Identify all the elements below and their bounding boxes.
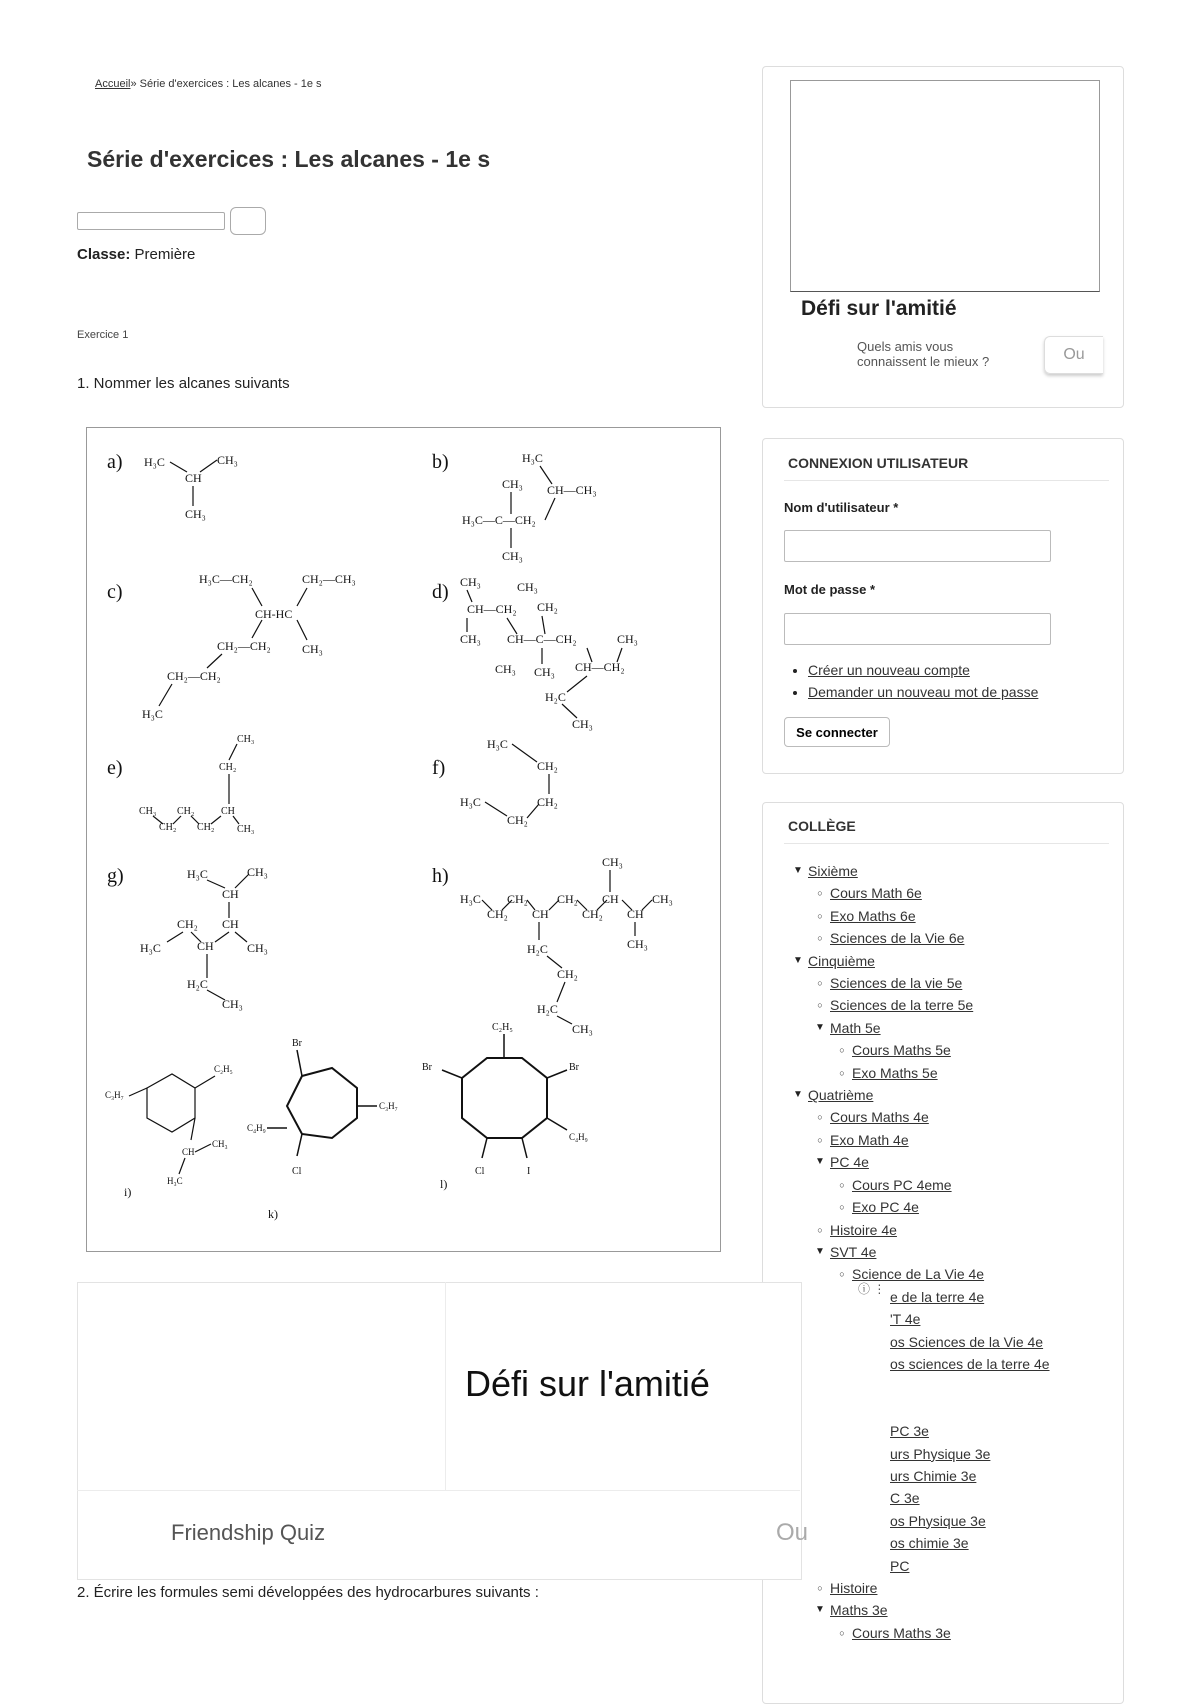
label-i: i) [124, 1185, 132, 1199]
svg-text:CH₂: CH₂ [507, 892, 528, 906]
menu-item[interactable]: PC 3e [890, 1423, 929, 1440]
label-b: b) [432, 451, 449, 473]
svg-text:CH: CH [222, 917, 239, 931]
menu-item[interactable]: e de la terre 4e [890, 1288, 985, 1305]
menu-item[interactable]: os Physique 3e [890, 1512, 986, 1529]
svg-text:Br: Br [292, 1038, 302, 1049]
svg-text:Cl: Cl [475, 1166, 485, 1177]
ad-info-icon[interactable]: ⓘ ⋮ [858, 1282, 886, 1296]
svg-text:H₃C: H₃C [460, 795, 481, 809]
ad-title[interactable]: Défi sur l'amitié [801, 297, 957, 320]
label-l: l) [440, 1177, 448, 1191]
menu-item[interactable]: os sciences de la terre 4e [890, 1355, 1050, 1372]
login-link-item [808, 684, 1038, 700]
svg-text:Br: Br [569, 1062, 579, 1073]
svg-text:H₃C: H₃C [144, 455, 165, 469]
login-title: CONNEXION UTILISATEUR [788, 455, 969, 471]
svg-text:CH₃: CH₃ [247, 865, 268, 879]
svg-text:CH₃: CH₃ [139, 806, 157, 817]
svg-text:CH₂—CH₃: CH₂—CH₃ [302, 572, 356, 586]
label-c: c) [107, 581, 123, 603]
menu-item[interactable]: C 3e [890, 1490, 920, 1507]
svg-text:Cl: Cl [292, 1166, 302, 1177]
svg-text:C₂H₅: C₂H₅ [214, 1064, 233, 1074]
college-title: COLLÈGE [788, 818, 856, 834]
svg-text:CH₂: CH₂ [557, 967, 578, 981]
alkanes-figure [86, 427, 721, 1252]
svg-text:H₃C—CH₂: H₃C—CH₂ [199, 572, 253, 586]
svg-text:H₃C: H₃C [522, 451, 543, 465]
svg-text:I: I [527, 1166, 531, 1177]
molecule-h [460, 855, 673, 1036]
menu-item[interactable]: Cours PC 4eme [852, 1176, 952, 1193]
caret-down-icon: ▼ [815, 1021, 825, 1033]
bullet-icon: ○ [839, 1269, 845, 1280]
svg-text:H₂C: H₂C [527, 942, 548, 956]
svg-text:CH₃: CH₃ [627, 937, 648, 951]
breadcrumb-separator: » [130, 78, 137, 90]
menu-item[interactable]: Sciences de la vie 5e [830, 975, 963, 992]
bullet-icon: ○ [839, 1045, 845, 1056]
bullet-icon: ○ [817, 978, 823, 989]
question-1: 1. Nommer les alcanes suivants [77, 375, 290, 392]
svg-text:CH—CH₃: CH—CH₃ [547, 483, 597, 497]
question-2: 2. Écrire les formules semi développées des hydrocarbures suivants : [77, 1584, 539, 1601]
svg-text:CH₃: CH₃ [572, 717, 593, 731]
molecule-i [105, 1064, 233, 1186]
college-menu [790, 860, 1050, 1644]
menu-item[interactable]: Science de La Vie 4e [852, 1266, 985, 1283]
bottom-ad-button[interactable]: Ou [776, 1519, 809, 1546]
menu-item[interactable]: Exo PC 4e [852, 1199, 919, 1216]
svg-text:H₂C: H₂C [545, 690, 566, 704]
molecule-f [460, 737, 558, 827]
svg-text:CH₂: CH₂ [537, 759, 558, 773]
svg-text:C₄H₉: C₄H₉ [247, 1123, 266, 1133]
bullet-icon: ○ [839, 1202, 845, 1213]
bullet-icon: ○ [817, 910, 823, 921]
menu-item[interactable]: os chimie 3e [890, 1535, 969, 1552]
menu-item[interactable]: Sciences de la terre 5e [830, 997, 974, 1014]
bullet-icon: ○ [817, 933, 823, 944]
menu-item[interactable]: Cours Maths 4e [830, 1109, 929, 1126]
caret-down-icon: ▼ [815, 1245, 825, 1257]
bottom-ad-divider [77, 1490, 800, 1491]
login-button[interactable]: Se connecter [784, 717, 890, 747]
college-divider [784, 843, 1109, 844]
svg-text:CH₃: CH₃ [652, 892, 673, 906]
menu-item[interactable]: Exo Maths 6e [830, 907, 916, 924]
svg-text:CH₃: CH₃ [217, 453, 238, 467]
svg-text:C₂H₅: C₂H₅ [492, 1022, 513, 1033]
bullet-icon: ○ [817, 1134, 823, 1145]
login-link-item [808, 662, 1038, 678]
menu-item-sixieme[interactable]: Sixième [808, 863, 858, 879]
svg-text:CH₃: CH₃ [534, 665, 555, 679]
svg-text:CH₃: CH₃ [460, 632, 481, 646]
label-h: h) [432, 865, 449, 887]
svg-text:CH₂: CH₂ [219, 762, 237, 773]
classe-value: Première [134, 246, 196, 263]
molecule-e [139, 734, 254, 835]
svg-text:CH: CH [627, 907, 644, 921]
caret-down-icon: ▼ [793, 954, 803, 966]
menu-item[interactable]: Histoire [830, 1579, 878, 1596]
molecule-a [144, 453, 238, 521]
username-label: Nom d'utilisateur * [784, 500, 899, 515]
svg-text:CH₂: CH₂ [159, 822, 177, 833]
label-a: a) [107, 451, 123, 473]
menu-item[interactable]: urs Physique 3e [890, 1445, 991, 1462]
svg-text:CH₂: CH₂ [537, 795, 558, 809]
svg-text:C₄H₉: C₄H₉ [569, 1132, 588, 1142]
molecule-b [462, 451, 597, 563]
svg-text:H₃C: H₃C [187, 867, 208, 881]
username-input[interactable] [784, 530, 1051, 562]
svg-text:H₃C: H₃C [487, 737, 508, 751]
menu-item[interactable]: PC 4e [830, 1154, 869, 1171]
menu-item-quatrieme[interactable]: Quatrième [808, 1087, 874, 1104]
svg-text:CH—CH₂: CH—CH₂ [575, 660, 625, 674]
menu-item[interactable]: Exo Math 4e [830, 1131, 909, 1148]
svg-text:H₃C—C—CH₂: H₃C—C—CH₂ [462, 513, 536, 527]
bottom-ad-title[interactable]: Défi sur l'amitié [465, 1363, 710, 1404]
bottom-ad-subtitle: Friendship Quiz [171, 1520, 326, 1545]
bullet-icon: ○ [839, 1067, 845, 1078]
molecule-d [460, 575, 638, 731]
menu-item[interactable]: Maths 3e [830, 1602, 888, 1619]
label-k: k) [268, 1207, 278, 1221]
caret-down-icon: ▼ [793, 1089, 803, 1101]
molecule-k [247, 1038, 398, 1177]
svg-text:H₂C: H₂C [187, 977, 208, 991]
svg-text:CH₃: CH₃ [602, 855, 623, 869]
password-input[interactable] [784, 613, 1051, 645]
svg-text:CH₃: CH₃ [237, 824, 255, 835]
svg-text:CH₂: CH₂ [487, 907, 508, 921]
bottom-ad-divider [445, 1282, 446, 1490]
exercise-label: Exercice 1 [77, 329, 129, 341]
svg-text:H₃C: H₃C [142, 707, 163, 721]
ad-button[interactable]: Ou [1044, 336, 1103, 374]
svg-text:CH₃: CH₃ [502, 549, 523, 563]
molecule-c [142, 572, 356, 721]
svg-text:H₂C: H₂C [537, 1002, 558, 1016]
alkanes-figure-svg [87, 428, 720, 1251]
svg-text:CH₃: CH₃ [517, 580, 538, 594]
svg-text:CH—C—CH₂: CH—C—CH₂ [507, 632, 577, 646]
svg-text:CH₃: CH₃ [617, 632, 638, 646]
svg-text:CH₃: CH₃ [495, 662, 516, 676]
caret-down-icon: ▼ [815, 1604, 825, 1616]
menu-item[interactable]: Histoire 4e [830, 1221, 897, 1238]
svg-text:CH₃: CH₃ [237, 734, 255, 745]
svg-text:CH₃: CH₃ [185, 507, 206, 521]
label-f: f) [432, 757, 446, 779]
svg-text:CH: CH [222, 887, 239, 901]
svg-text:CH: CH [197, 939, 214, 953]
menu-item[interactable]: Math 5e [830, 1019, 881, 1036]
bullet-icon: ○ [839, 1627, 845, 1638]
menu-item[interactable]: os Sciences de la Vie 4e [890, 1333, 1044, 1350]
svg-text:CH: CH [532, 907, 549, 921]
svg-text:C₃H₇: C₃H₇ [379, 1101, 398, 1111]
svg-text:Br: Br [422, 1062, 432, 1073]
page-title: Série d'exercices : Les alcanes - 1e s [87, 146, 491, 172]
svg-text:CH₃: CH₃ [502, 477, 523, 491]
svg-text:CH₃: CH₃ [302, 642, 323, 656]
bullet-icon: ○ [817, 888, 823, 899]
menu-item[interactable]: Cours Maths 3e [852, 1624, 951, 1641]
search-button[interactable] [230, 207, 266, 235]
svg-text:CH₂: CH₂ [582, 907, 603, 921]
menu-item[interactable]: SVT 4e [830, 1243, 877, 1260]
menu-item[interactable]: Sciences de la Vie 6e [830, 930, 965, 947]
svg-text:CH₂—CH₂: CH₂—CH₂ [217, 639, 271, 653]
svg-text:CH₂: CH₂ [197, 822, 215, 833]
label-d: d) [432, 581, 449, 603]
svg-text:H₃C: H₃C [140, 941, 161, 955]
svg-text:CH₃: CH₃ [222, 997, 243, 1011]
ad-subtitle: Quels amis vous connaissent le mieux ? [857, 339, 990, 369]
svg-text:CH: CH [182, 1147, 195, 1157]
label-e: e) [107, 757, 123, 779]
svg-text:CH₂: CH₂ [537, 600, 558, 614]
svg-text:CH-HC: CH-HC [255, 607, 293, 621]
svg-text:CH₃: CH₃ [212, 1139, 228, 1149]
reset-password-link[interactable]: Demander un nouveau mot de passe [808, 684, 1039, 700]
menu-item-cinquieme[interactable]: Cinquième [808, 952, 875, 969]
bullet-icon: ○ [817, 1000, 823, 1011]
menu-item[interactable]: Cours Math 6e [830, 885, 922, 902]
bullet-icon: ○ [839, 1179, 845, 1190]
breadcrumb-home-link[interactable]: Accueil [95, 78, 131, 90]
label-g: g) [107, 865, 124, 887]
svg-text:CH: CH [221, 806, 235, 817]
svg-text:H₃C: H₃C [167, 1176, 183, 1186]
bullet-icon: ○ [817, 1112, 823, 1123]
menu-item[interactable]: 'T 4e [890, 1311, 921, 1328]
svg-text:CH₂: CH₂ [507, 813, 528, 827]
svg-text:H₃C: H₃C [460, 892, 481, 906]
breadcrumb-current: Série d'exercices : Les alcanes - 1e s [139, 78, 322, 90]
svg-text:CH: CH [602, 892, 619, 906]
create-account-link[interactable]: Créer un nouveau compte [808, 662, 970, 678]
classe-line [77, 246, 195, 263]
bullet-icon: ○ [817, 1224, 823, 1235]
svg-text:C₃H₇: C₃H₇ [105, 1090, 124, 1100]
svg-text:CH: CH [185, 471, 202, 485]
svg-text:CH₂—CH₂: CH₂—CH₂ [167, 669, 221, 683]
menu-item[interactable]: urs Chimie 3e [890, 1467, 977, 1484]
bullet-icon: ○ [817, 1582, 823, 1593]
svg-text:CH—CH₂: CH—CH₂ [467, 602, 517, 616]
caret-down-icon: ▼ [793, 865, 803, 876]
svg-text:CH₂: CH₂ [177, 806, 195, 817]
menu-item[interactable]: Exo Maths 5e [852, 1064, 938, 1081]
login-divider [784, 480, 1109, 481]
menu-item[interactable]: PC [890, 1557, 910, 1574]
breadcrumb [95, 78, 322, 90]
svg-text:CH₂: CH₂ [177, 917, 198, 931]
menu-item[interactable]: Cours Maths 5e [852, 1042, 951, 1059]
svg-text:CH₃: CH₃ [572, 1022, 593, 1036]
svg-text:CH₂: CH₂ [557, 892, 578, 906]
ad-image[interactable] [790, 80, 1100, 292]
search-input[interactable] [77, 212, 225, 230]
molecule-l [422, 1022, 588, 1177]
svg-text:CH₃: CH₃ [460, 575, 481, 589]
password-label: Mot de passe * [784, 582, 876, 597]
classe-label: Classe: [77, 246, 131, 263]
login-links [790, 662, 1038, 706]
caret-down-icon: ▼ [815, 1156, 825, 1168]
svg-text:CH₃: CH₃ [247, 941, 268, 955]
molecule-g [140, 865, 268, 1011]
